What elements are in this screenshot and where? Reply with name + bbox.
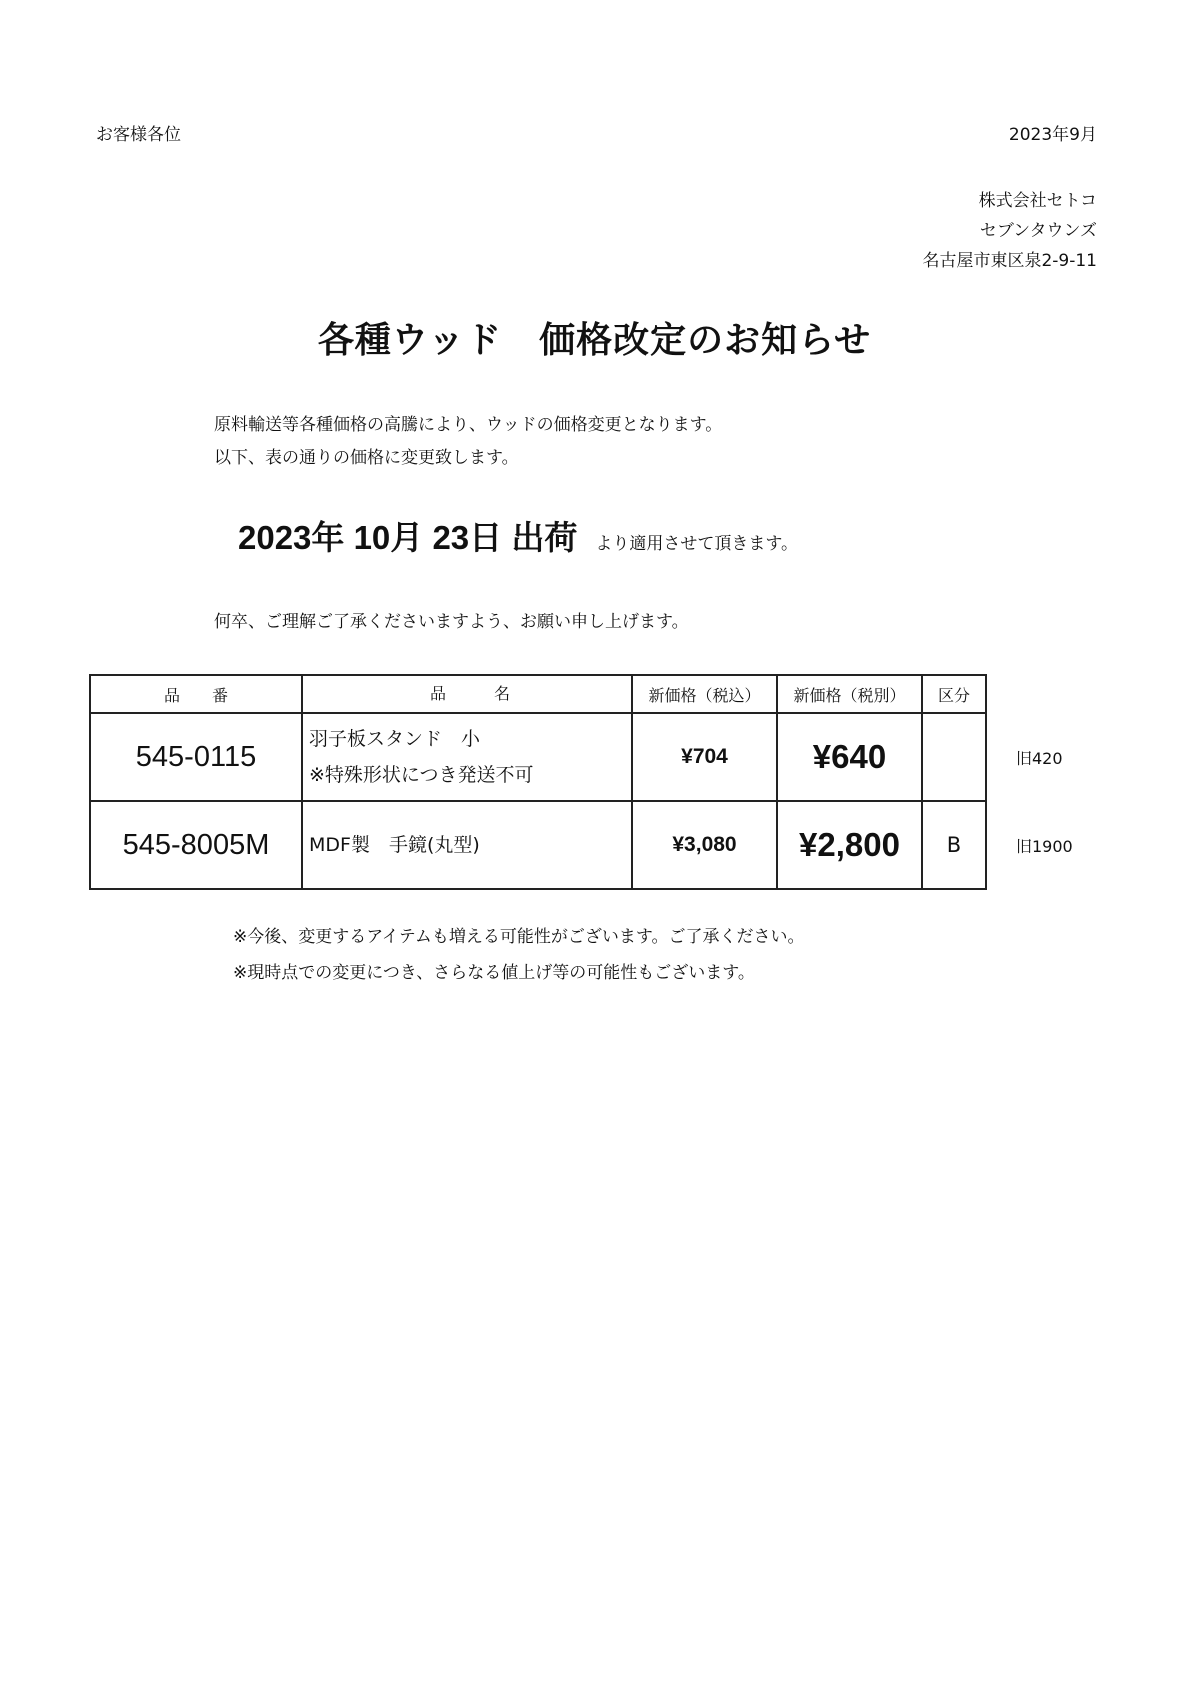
table-row: [90, 713, 986, 801]
recipient: お客様各位: [96, 125, 181, 145]
effective-date-line: [238, 512, 798, 559]
header-code: 品 番: [90, 675, 302, 713]
product-name: [302, 801, 632, 889]
footnote-1: ※今後、変更するアイテムも増える可能性がございます。ご了承ください。: [233, 927, 805, 947]
category: [922, 713, 986, 801]
price-tax-included: ¥704: [632, 713, 777, 801]
header-name: 品 名: [302, 675, 632, 713]
old-price-note: 旧1900: [1016, 837, 1073, 856]
issue-date: 2023年9月: [1008, 125, 1097, 145]
intro-line-1: 原料輸送等各種価格の高騰により、ウッドの価格変更となります。: [214, 415, 723, 435]
product-name: [302, 713, 632, 801]
price-tax-excluded: ¥640: [777, 713, 922, 801]
page-title: 各種ウッド 価格改定のお知らせ: [317, 320, 872, 361]
footnote-2: ※現時点での変更につき、さらなる値上げ等の可能性もございます。: [233, 963, 755, 983]
product-name-line-2: ※特殊形状につき発送不可: [309, 764, 534, 786]
header-category: 区分: [922, 675, 986, 713]
intro-line-2: 以下、表の通りの価格に変更致します。: [214, 448, 519, 468]
price-tax-included: ¥3,080: [632, 801, 777, 889]
header-price-tax: 新価格（税込）: [632, 675, 777, 713]
table-row: [90, 801, 986, 889]
table-header-row: [90, 675, 986, 713]
product-name-line-1: MDF製 手鏡(丸型): [309, 834, 480, 856]
sender-brand: セブンタウンズ: [979, 221, 1097, 241]
product-code: 545-0115: [90, 713, 302, 801]
category: B: [922, 801, 986, 889]
sender-address: 名古屋市東区泉2-9-11: [922, 251, 1097, 271]
price-table: [89, 674, 987, 890]
product-code: 545-8005M: [90, 801, 302, 889]
request-text: 何卒、ご理解ご了承くださいますよう、お願い申し上げます。: [214, 612, 689, 632]
price-tax-excluded: ¥2,800: [777, 801, 922, 889]
effective-date: 2023年 10月 23日 出荷: [238, 519, 578, 556]
header-price-notax: 新価格（税別）: [777, 675, 922, 713]
sender-company: 株式会社セトコ: [978, 191, 1097, 211]
effective-suffix: より適用させて頂きます。: [595, 534, 798, 554]
product-name-line-1: 羽子板スタンド 小: [309, 728, 481, 750]
old-price-note: 旧420: [1016, 749, 1063, 768]
